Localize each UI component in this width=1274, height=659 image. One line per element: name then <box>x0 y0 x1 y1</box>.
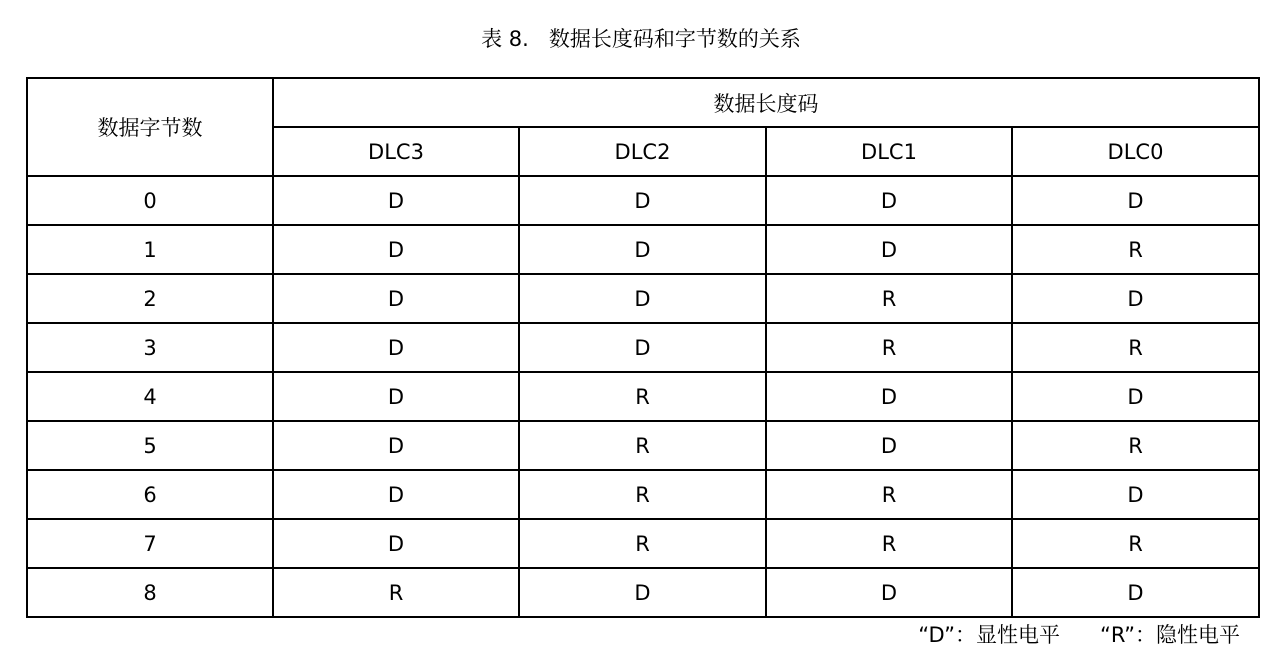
dlc3-cell: D <box>273 421 519 470</box>
dlc1-cell: R <box>766 323 1012 372</box>
dlc1-cell: D <box>766 225 1012 274</box>
dlc0-cell: R <box>1012 421 1259 470</box>
dlc3-cell: D <box>273 323 519 372</box>
dlc2-cell: R <box>519 519 766 568</box>
dlc0-cell: R <box>1012 323 1259 372</box>
table-row <box>27 274 1259 323</box>
dlc3-cell: D <box>273 274 519 323</box>
dlc0-cell: R <box>1012 225 1259 274</box>
dlc1-cell: D <box>766 568 1012 617</box>
dlc3-cell: D <box>273 470 519 519</box>
row-header-byte-count: 数据字节数 <box>27 78 273 176</box>
table-caption: 表 8. 数据长度码和字节数的关系 <box>481 27 801 51</box>
byte-count-cell: 6 <box>27 470 273 519</box>
table-row <box>27 372 1259 421</box>
dlc3-cell: D <box>273 519 519 568</box>
dlc3-cell: D <box>273 225 519 274</box>
column-header-dlc2: DLC2 <box>519 127 766 176</box>
dlc2-cell: D <box>519 225 766 274</box>
dlc2-cell: D <box>519 274 766 323</box>
dlc1-cell: D <box>766 372 1012 421</box>
table-row <box>27 421 1259 470</box>
dlc0-cell: D <box>1012 274 1259 323</box>
dlc0-cell: D <box>1012 176 1259 225</box>
dlc2-cell: R <box>519 372 766 421</box>
byte-count-cell: 2 <box>27 274 273 323</box>
table-row <box>27 568 1259 617</box>
dlc2-cell: D <box>519 323 766 372</box>
dlc2-cell: D <box>519 568 766 617</box>
table-row <box>27 176 1259 225</box>
dlc1-cell: R <box>766 274 1012 323</box>
byte-count-cell: 8 <box>27 568 273 617</box>
table-row <box>27 225 1259 274</box>
table-legend <box>918 620 1240 650</box>
dlc1-cell: D <box>766 421 1012 470</box>
byte-count-cell: 3 <box>27 323 273 372</box>
table-row <box>27 470 1259 519</box>
group-header-dlc: 数据长度码 <box>273 78 1259 127</box>
column-header-dlc3: DLC3 <box>273 127 519 176</box>
byte-count-cell: 7 <box>27 519 273 568</box>
legend-dominant: “D”：显性电平 <box>918 623 1060 647</box>
table-row <box>27 323 1259 372</box>
legend-recessive: “R”：隐性电平 <box>1099 623 1240 647</box>
dlc0-cell: D <box>1012 372 1259 421</box>
dlc3-cell: D <box>273 372 519 421</box>
dlc1-cell: R <box>766 519 1012 568</box>
dlc2-cell: D <box>519 176 766 225</box>
dlc0-cell: D <box>1012 470 1259 519</box>
byte-count-cell: 0 <box>27 176 273 225</box>
dlc-table <box>26 77 1260 618</box>
dlc2-cell: R <box>519 470 766 519</box>
dlc2-cell: R <box>519 421 766 470</box>
dlc0-cell: D <box>1012 568 1259 617</box>
dlc3-cell: R <box>273 568 519 617</box>
column-header-dlc0: DLC0 <box>1012 127 1259 176</box>
byte-count-cell: 4 <box>27 372 273 421</box>
dlc1-cell: D <box>766 176 1012 225</box>
dlc1-cell: R <box>766 470 1012 519</box>
column-header-dlc1: DLC1 <box>766 127 1012 176</box>
dlc0-cell: R <box>1012 519 1259 568</box>
table-row <box>27 519 1259 568</box>
header-row-group <box>27 78 1259 127</box>
byte-count-cell: 1 <box>27 225 273 274</box>
dlc3-cell: D <box>273 176 519 225</box>
byte-count-cell: 5 <box>27 421 273 470</box>
